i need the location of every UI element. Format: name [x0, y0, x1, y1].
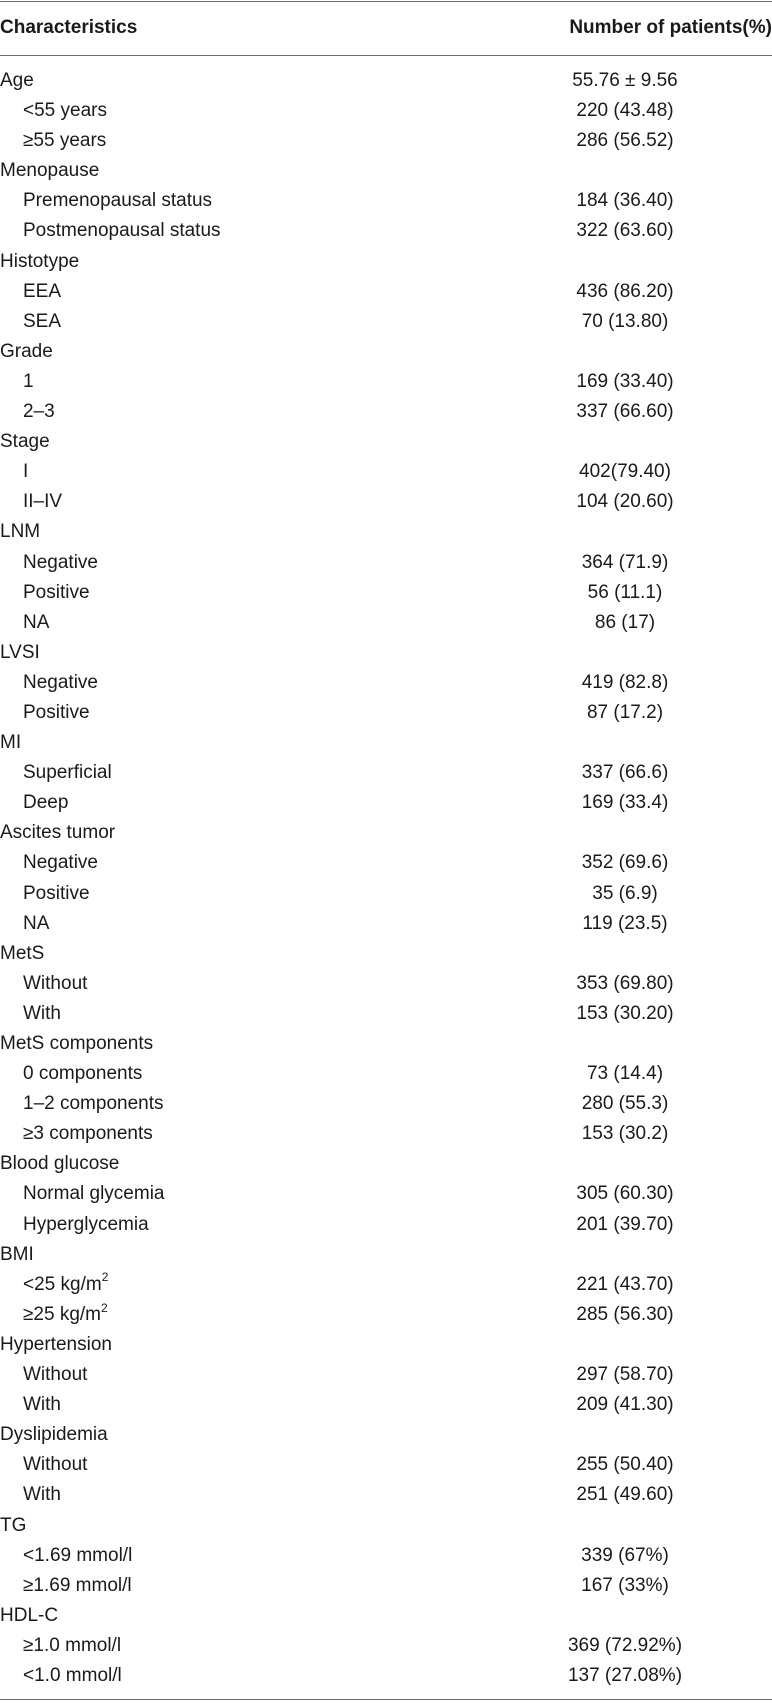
table-row: [0, 1480, 772, 1510]
row-label: [0, 728, 21, 758]
table-row: [0, 608, 772, 638]
table-group-row: [0, 1511, 772, 1541]
row-label: [23, 1390, 61, 1420]
row-label-text: <1.69 mmol/l: [23, 1544, 133, 1566]
table-group-row: [0, 939, 772, 969]
row-label: [23, 277, 61, 307]
table-group-row: [0, 1240, 772, 1270]
row-value: 337 (66.60): [576, 401, 674, 423]
row-value: 184 (36.40): [576, 190, 674, 212]
row-label: [23, 1631, 121, 1661]
table-row: [0, 848, 772, 878]
row-value: 402(79.40): [579, 461, 671, 483]
row-label-text: 2–3: [23, 401, 55, 423]
row-value: 419 (82.8): [581, 671, 669, 693]
row-label: [0, 1420, 108, 1450]
row-label: [23, 186, 212, 216]
table-group-row: [0, 1149, 772, 1179]
row-label: [0, 638, 40, 668]
row-label-text: Blood glucose: [0, 1153, 120, 1175]
row-label: [23, 1480, 61, 1510]
row-value: 339 (67%): [581, 1544, 669, 1566]
row-value: 436 (86.20): [576, 280, 674, 302]
row-label-text: MetS components: [0, 1033, 154, 1054]
table-row: [0, 999, 772, 1029]
table-row: [0, 969, 772, 999]
row-value: 137 (27.08%): [567, 1664, 683, 1686]
row-label: [23, 1571, 132, 1601]
row-label: [23, 879, 90, 909]
row-label-text: Hypertension: [0, 1333, 112, 1355]
row-label: [23, 397, 55, 427]
row-label: [0, 517, 40, 547]
row-value: 87 (17.2): [586, 701, 664, 723]
table-group-row: [0, 427, 772, 457]
row-label: [23, 457, 28, 487]
row-label: [23, 668, 98, 698]
table-row: [0, 186, 772, 216]
row-value: 119 (23.5): [582, 912, 668, 934]
row-value: 364 (71.9): [581, 551, 669, 573]
table-header: [0, 0, 772, 55]
row-label: [23, 578, 90, 608]
table-row: [0, 1541, 772, 1571]
table-row: [0, 1300, 772, 1330]
row-label-text: ≥3 components: [23, 1123, 153, 1145]
table-row: [0, 909, 772, 939]
table-group-row: [0, 156, 772, 186]
row-value: 104 (20.60): [576, 491, 674, 513]
table-group-row: [0, 66, 772, 96]
row-label: [23, 788, 68, 818]
table-row: [0, 1119, 772, 1149]
row-label: [23, 96, 107, 126]
row-label: [23, 1119, 153, 1149]
table-row: [0, 96, 772, 126]
table-group-row: [0, 337, 772, 367]
row-label-text: LVSI: [0, 641, 40, 663]
table-row: [0, 1571, 772, 1601]
row-label-text: Histotype: [0, 250, 80, 272]
row-label: [23, 367, 34, 397]
header-rule: [0, 55, 772, 56]
table-body: [0, 66, 772, 1691]
row-value: 35 (6.9): [592, 882, 658, 904]
table-row: [0, 548, 772, 578]
row-label: [23, 848, 98, 878]
row-value: 153 (30.2): [581, 1123, 669, 1145]
row-value: 352 (69.6): [581, 852, 669, 874]
table-group-row: [0, 247, 772, 277]
row-value: 70 (13.80): [581, 310, 669, 332]
row-value: 220 (43.48): [576, 100, 674, 122]
row-value: 56 (11.1): [587, 581, 663, 603]
row-value: 369 (72.92%): [567, 1634, 683, 1656]
row-label: [23, 1360, 87, 1390]
row-label-text: Deep: [23, 792, 69, 814]
table-row: [0, 698, 772, 728]
table-row: [0, 578, 772, 608]
row-label-text: <55 years: [23, 100, 107, 122]
row-value: 201 (39.70): [576, 1213, 674, 1235]
table-row: [0, 1450, 772, 1480]
row-label: [0, 66, 34, 96]
bottom-rule: [0, 1699, 772, 1700]
table-row: [0, 1661, 772, 1691]
row-value: 169 (33.4): [581, 792, 669, 814]
table-row: [0, 668, 772, 698]
row-label-text: Normal glycemia: [23, 1183, 165, 1205]
row-label: [23, 216, 221, 246]
row-value: 337 (66.6): [581, 762, 669, 784]
row-label: [0, 1240, 34, 1270]
row-label-text: NA: [23, 611, 50, 633]
table-group-row: [0, 517, 772, 547]
row-value: 221 (43.70): [576, 1273, 674, 1295]
table-row: [0, 1270, 772, 1300]
row-label-text: Positive: [23, 882, 90, 904]
table-row: [0, 1210, 772, 1240]
row-label-text: ≥1.69 mmol/l: [23, 1574, 132, 1596]
table-row: [0, 879, 772, 909]
row-value: 55.76 ± 9.56: [572, 70, 678, 91]
row-label-text: ≥1.0 mmol/l: [23, 1634, 122, 1656]
row-label-text: MetS: [0, 942, 45, 964]
table-row: [0, 1089, 772, 1119]
row-label: [23, 608, 49, 638]
row-label: [0, 1029, 153, 1059]
row-value: 169 (33.40): [576, 370, 674, 392]
row-label: [23, 999, 61, 1029]
row-label-text: <25 kg/m: [23, 1273, 102, 1295]
row-label-text: TG: [0, 1514, 27, 1536]
row-label-text: MI: [0, 732, 22, 754]
table-row: [0, 788, 772, 818]
row-value: 280 (55.3): [581, 1093, 669, 1115]
row-label: [23, 126, 106, 156]
row-label-text: Postmenopausal status: [23, 220, 221, 242]
row-label: [0, 939, 44, 969]
row-label-text: ≥55 years: [23, 130, 107, 152]
row-label: [0, 818, 115, 848]
table-row: [0, 307, 772, 337]
row-label-text: Positive: [23, 581, 90, 603]
row-label: [23, 1179, 164, 1209]
row-label-text: Without: [23, 1364, 88, 1386]
row-value: 297 (58.70): [576, 1364, 674, 1386]
row-label: [23, 1059, 142, 1089]
row-value: 73 (14.4): [586, 1063, 664, 1085]
row-label-text: Without: [23, 972, 88, 994]
row-label-text: Negative: [23, 671, 98, 693]
row-label-text: Menopause: [0, 160, 100, 182]
table-row: [0, 397, 772, 427]
row-label-text: Grade: [0, 340, 53, 362]
row-label: [23, 969, 87, 999]
row-value: 255 (50.40): [576, 1454, 674, 1476]
row-label-superscript: 2: [101, 1300, 108, 1315]
row-label-text: Hyperglycemia: [23, 1213, 149, 1235]
table-group-row: [0, 818, 772, 848]
row-label-text: With: [23, 1002, 61, 1024]
row-value: 167 (33%): [581, 1574, 669, 1596]
row-label-text: Superficial: [23, 762, 112, 784]
row-value: 209 (41.30): [576, 1394, 674, 1416]
row-label-text: With: [23, 1394, 61, 1416]
row-label-text: Ascites tumor: [0, 822, 116, 844]
row-label: [23, 1450, 87, 1480]
row-label: [23, 758, 112, 788]
row-label: [0, 1601, 58, 1631]
row-value: 305 (60.30): [576, 1183, 674, 1205]
table-row: [0, 1360, 772, 1390]
row-label-superscript: 2: [101, 1270, 109, 1285]
row-label-text: SEA: [23, 310, 62, 332]
table-row: [0, 1059, 772, 1089]
table-row: [0, 457, 772, 487]
row-value: 286 (56.52): [576, 130, 674, 152]
row-label-text: Negative: [23, 551, 98, 573]
row-label-text: Positive: [23, 701, 90, 723]
row-label: [0, 1330, 112, 1360]
row-label: [23, 548, 98, 578]
row-label-text: EEA: [23, 280, 62, 302]
row-label-text: ≥25 kg/m: [23, 1303, 102, 1325]
row-value: 353 (69.80): [576, 972, 674, 994]
row-label-text: Negative: [23, 852, 98, 874]
row-label-text: Age: [0, 70, 34, 91]
row-label: [23, 1210, 149, 1240]
row-label: [0, 427, 50, 457]
row-label: [23, 1300, 108, 1330]
row-label: [23, 1541, 132, 1571]
row-label-text: Without: [23, 1454, 88, 1476]
row-label: [23, 487, 62, 517]
row-label-text: 0 components: [23, 1063, 143, 1085]
table-group-row: [0, 1601, 772, 1631]
row-label: [23, 307, 61, 337]
row-value: 86 (17): [594, 611, 656, 633]
row-label-text: Stage: [0, 431, 50, 453]
table-row: [0, 367, 772, 397]
row-label-text: With: [23, 1484, 61, 1506]
table-row: [0, 1179, 772, 1209]
row-label: [23, 1089, 164, 1119]
row-label: [23, 1661, 122, 1691]
row-label-text: 1: [23, 370, 34, 392]
table-group-row: [0, 728, 772, 758]
row-label-text: NA: [23, 912, 50, 934]
table-row: [0, 277, 772, 307]
table-row: [0, 487, 772, 517]
table-row: [0, 216, 772, 246]
row-label-text: LNM: [0, 521, 41, 543]
table-group-row: [0, 1420, 772, 1450]
table-row: [0, 126, 772, 156]
row-label-text: Premenopausal status: [23, 190, 213, 212]
table-row: [0, 758, 772, 788]
row-label: [0, 337, 53, 367]
row-value: 153 (30.20): [576, 1002, 674, 1024]
row-label-text: BMI: [0, 1243, 34, 1265]
row-label: [23, 1270, 108, 1300]
row-value: 285 (56.30): [576, 1303, 674, 1325]
row-label: [0, 1511, 26, 1541]
row-label-text: II–IV: [23, 491, 63, 513]
header-characteristics: Characteristics: [0, 17, 138, 38]
row-label-text: HDL-C: [0, 1604, 59, 1626]
table-group-row: [0, 638, 772, 668]
row-label: [0, 156, 99, 186]
row-label: [23, 909, 49, 939]
header-number-of-patients: Number of patients(%): [569, 17, 772, 38]
row-label-text: Dyslipidemia: [0, 1424, 108, 1446]
table-row: [0, 1631, 772, 1661]
row-value: 322 (63.60): [576, 220, 674, 242]
row-label-text: 1–2 components: [23, 1093, 164, 1115]
row-label: [0, 1149, 119, 1179]
row-value: 251 (49.60): [576, 1484, 674, 1506]
table-group-row: [0, 1029, 772, 1059]
row-label: [23, 698, 90, 728]
row-label-text: I: [23, 461, 29, 483]
table-row: [0, 1390, 772, 1420]
row-label-text: <1.0 mmol/l: [23, 1664, 122, 1686]
row-label: [0, 247, 79, 277]
table-group-row: [0, 1330, 772, 1360]
